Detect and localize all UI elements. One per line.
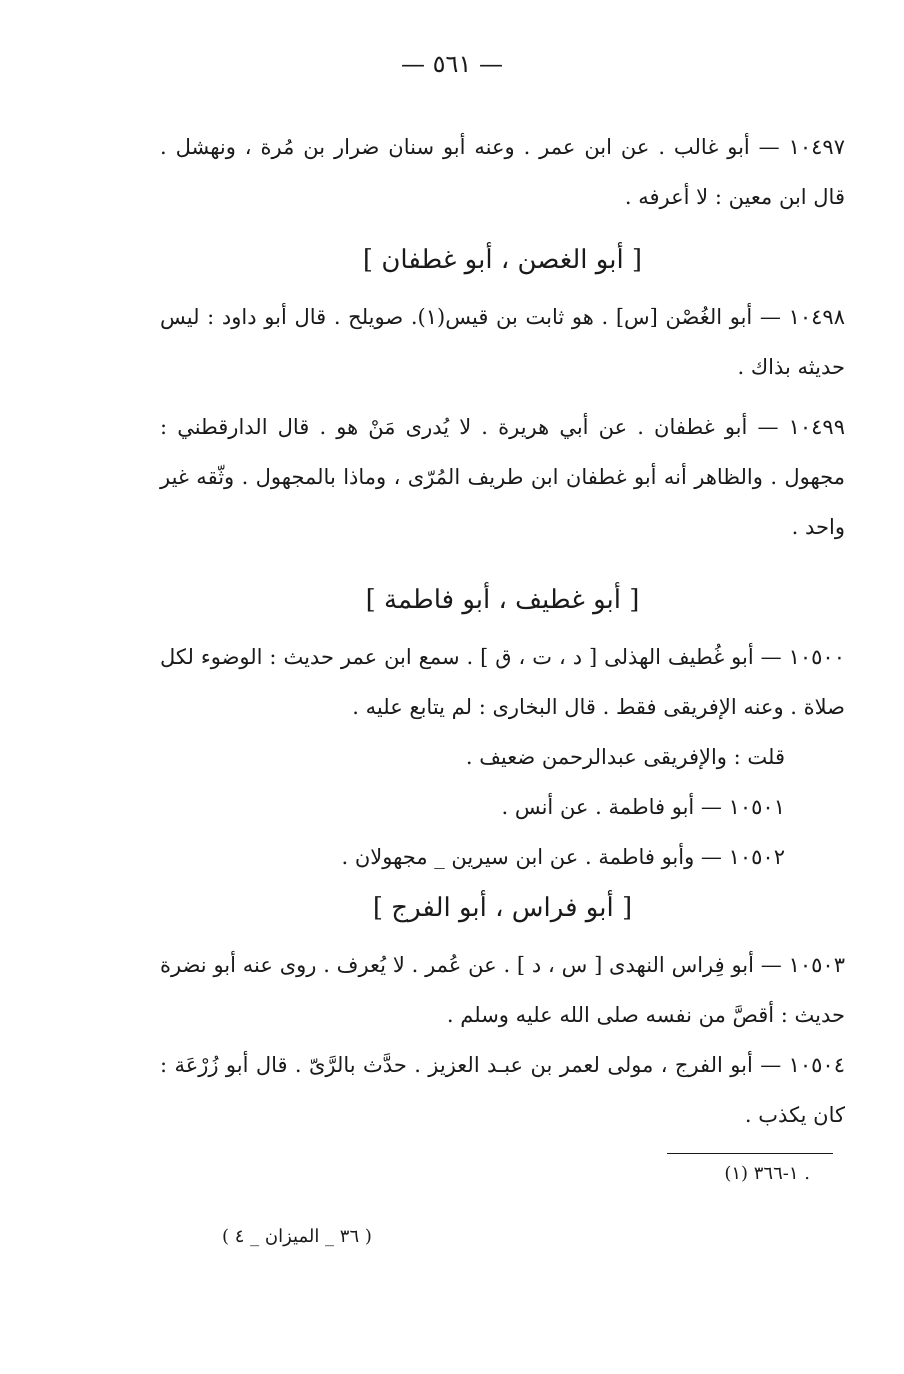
printer-signature: ( ٣٦ _ الميزان _ ٤ )	[222, 1226, 372, 1247]
comment-ifriqi: قلت : والإفريقى عبدالرحمن ضعيف .	[465, 745, 785, 769]
page-number: — ٥٦١ —	[401, 50, 503, 78]
footnote-divider	[667, 1153, 833, 1154]
entry-10500: ١٠٥٠٠ — أبو غُطيف الهذلى [ د ، ت ، ق ] . سمع ابن عمر حديث : الوضوء لكل صلاة . وعنه الإفريقى فقط . قال البخارى : لم يتابع عليه .	[160, 645, 845, 719]
section-heading-abu-ghutayf: [ أبو غطيف ، أبو فاطمة ]	[365, 585, 640, 615]
footnote: (١) ١-٣٦٦ .	[724, 1163, 810, 1184]
entry-10504: ١٠٥٠٤ — أبو الفرج ، مولى لعمر بن عبـد العزيز . حدَّث بالرَّىّ . قال أبو زُرْعَة : كان يكذب .	[160, 1053, 845, 1127]
entry-10499: ١٠٤٩٩ — أبو غطفان . عن أبي هريرة . لا يُدرى مَنْ هو . قال الدارقطني : مجهول . والظاهر أنه أبو غطفان ابن طريف المُرّى ، وماذا بالمجهول . وثّقه غير واحد .	[160, 415, 845, 539]
page-body	[160, 122, 845, 1140]
section-heading-abu-alghusn: [ أبو الغصن ، أبو غطفان ]	[362, 245, 643, 275]
section-heading-abu-firas: [ أبو فراس ، أبو الفرج ]	[372, 893, 633, 923]
entry-10497: ١٠٤٩٧ — أبو غالب . عن ابن عمر . وعنه أبو سنان ضرار بن مُرة ، ونهشل . قال ابن معين : لا أعرفه .	[160, 135, 845, 209]
entry-10503: ١٠٥٠٣ — أبو فِراس النهدى [ س ، د ] . عن عُمر . لا يُعرف . روى عنه أبو نضرة حديث : أقصَّ من نفسه صلى الله عليه وسلم .	[160, 953, 845, 1027]
entry-10502: ١٠٥٠٢ — وأبو فاطمة . عن ابن سيرين _ مجهولان .	[341, 845, 785, 869]
entry-10501: ١٠٥٠١ — أبو فاطمة . عن أنس .	[501, 795, 785, 819]
entry-10498: ١٠٤٩٨ — أبو الغُصْن [س] . هو ثابت بن قيس(١). صويلح . قال أبو داود : ليس حديثه بذاك .	[160, 305, 845, 379]
